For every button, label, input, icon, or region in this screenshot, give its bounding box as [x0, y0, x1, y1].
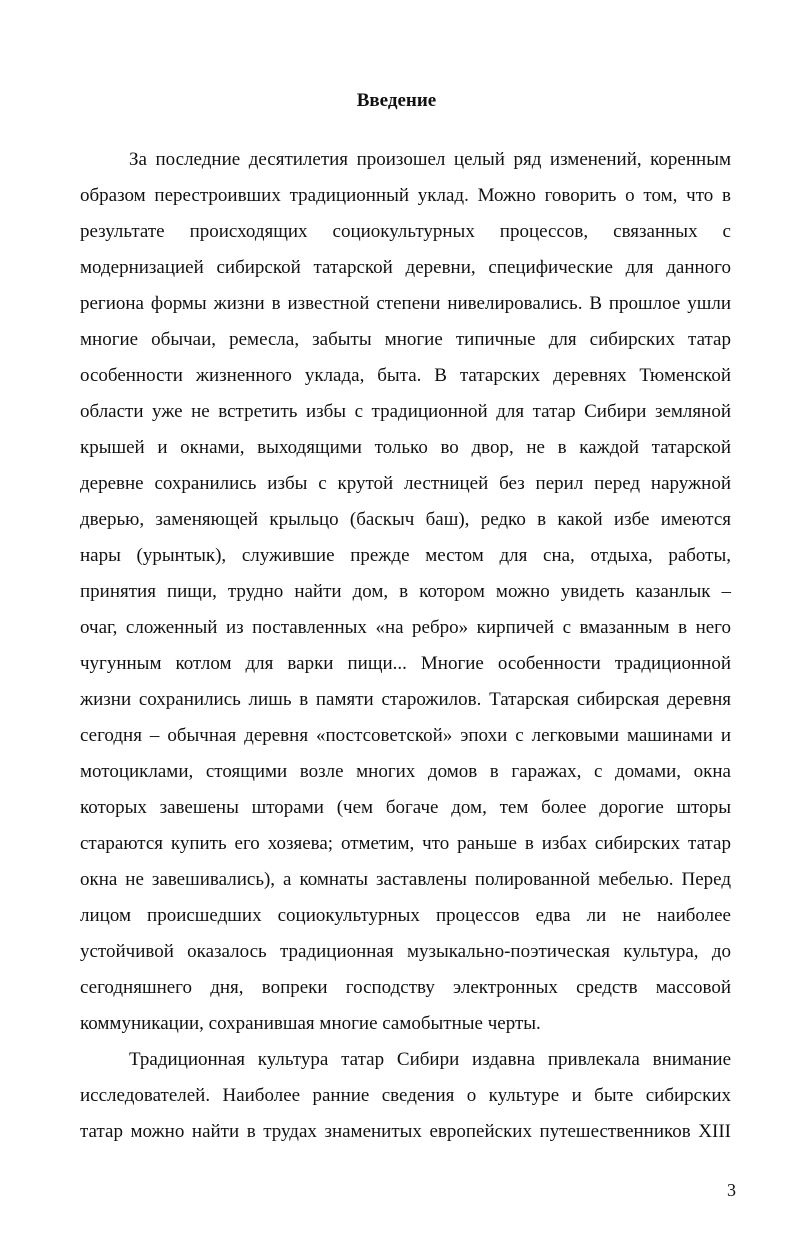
text-line: принятия пищи, трудно найти дом, в котором можно увидеть казанлык – — [80, 581, 731, 602]
text-line: жизни сохранились лишь в памяти старожилов. Татарская сибирская деревня — [80, 689, 731, 710]
text-line: деревне сохранились избы с крутой лестницей без перил перед наружной — [80, 473, 731, 494]
text-line: особенности жизненного уклада, быта. В татарских деревнях Тюменской — [80, 365, 731, 386]
text-line: крышей и окнами, выходящими только во двор, не в каждой татарской — [80, 437, 731, 458]
text-line: лицом происшедших социокультурных процессов едва ли не наиболее — [80, 905, 731, 926]
text-line: татар можно найти в трудах знаменитых европейских путешественников XIII — [80, 1121, 731, 1142]
text-line: многие обычаи, ремесла, забыты многие типичные для сибирских татар — [80, 329, 731, 350]
text-line: сегодня – обычная деревня «постсоветской» эпохи с легковыми машинами и — [80, 725, 731, 746]
text-line: окна не завешивались), а комнаты заставлены полированной мебелью. Перед — [80, 869, 731, 890]
text-line: которых завешены шторами (чем богаче дом, тем более дорогие шторы — [80, 797, 731, 818]
text-line: дверью, заменяющей крыльцо (баскыч баш), редко в какой избе имеются — [80, 509, 731, 530]
text-line: результате происходящих социокультурных процессов, связанных с — [80, 221, 731, 242]
text-line: исследователей. Наиболее ранние сведения о культуре и быте сибирских — [80, 1085, 731, 1106]
text-line: чугунным котлом для варки пищи... Многие особенности традиционной — [80, 653, 731, 674]
page-number: 3 — [727, 1180, 736, 1200]
text-line: За последние десятилетия произошел целый ряд изменений, коренным — [129, 149, 731, 170]
text-line: нары (урынтык), служившие прежде местом для сна, отдыха, работы, — [80, 545, 731, 566]
text-line: коммуникации, сохранившая многие самобытные черты. — [80, 1013, 541, 1034]
text-line: области уже не встретить избы с традиционной для татар Сибири земляной — [80, 401, 731, 422]
body-text — [80, 145, 731, 1153]
text-line: модернизацией сибирской татарской деревни, специфические для данного — [80, 257, 731, 278]
text-line: устойчивой оказалось традиционная музыкально-поэтическая культура, до — [80, 941, 731, 962]
text-line: региона формы жизни в известной степени нивелировались. В прошлое ушли — [80, 293, 731, 314]
text-line: сегодняшнего дня, вопреки господству электронных средств массовой — [80, 977, 731, 998]
page-title: Введение — [356, 90, 437, 111]
text-line: Традиционная культура татар Сибири издавна привлекала внимание — [129, 1049, 731, 1070]
text-line: мотоциклами, стоящими возле многих домов в гаражах, с домами, окна — [80, 761, 731, 782]
text-line: образом перестроивших традиционный уклад. Можно говорить о том, что в — [80, 185, 731, 206]
text-line: стараются купить его хозяева; отметим, что раньше в избах сибирских татар — [80, 833, 731, 854]
text-line: очаг, сложенный из поставленных «на ребро» кирпичей с вмазанным в него — [80, 617, 731, 638]
